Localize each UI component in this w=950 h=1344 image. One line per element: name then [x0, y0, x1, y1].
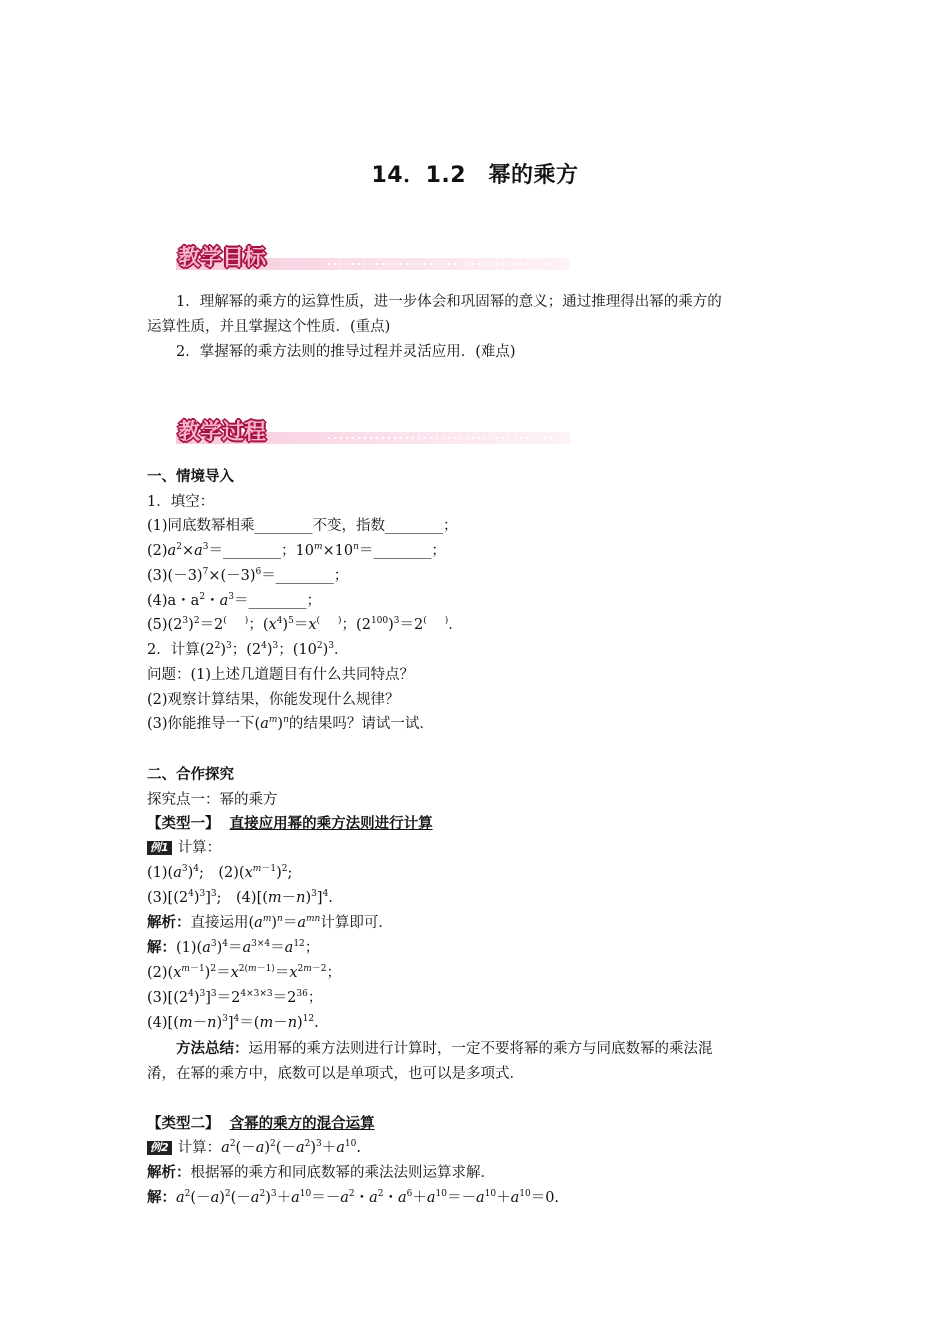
goal-1-line-2: 运算性质，并且掌握这个性质．(重点)	[147, 319, 391, 335]
fill-title: 1．填空：	[147, 494, 215, 510]
example-2-badge: 例2	[147, 1141, 172, 1155]
q3-prefix: (3)(－3)	[147, 568, 203, 584]
q3-tail: ＝________；	[261, 568, 349, 584]
analysis-2	[147, 1161, 807, 1185]
question-2: $(2)a^2\times a^3=\_\_\_\_\_\_\_\_$；$10^m\times 10^n=\_\_\_\_\_\_\_\_$；	[147, 542, 446, 559]
goal-1-line-1: 1．理解幂的乘方的运算性质，进一步体会和巩固幂的意义；通过推理得出幂的乘方的	[176, 294, 722, 310]
explore-point: 探究点一：幂的乘方	[147, 792, 278, 808]
analysis-1-text: 直接运用	[190, 915, 249, 931]
example-1-badge: 例1	[147, 841, 172, 855]
analysis-1-tail: 计算即可．	[320, 915, 393, 931]
solution-1-line-4: $(4)[(m-n)^3]^4=(m-n)^{12}$.	[147, 1014, 319, 1031]
banner-dots	[326, 263, 556, 265]
type-1-bracket: 【类型一】	[147, 816, 220, 832]
question-3: $(3)(-3)^7\times(-3)^6=\_\_\_\_\_\_\_\_$；	[147, 567, 349, 584]
analysis-label: 解析：	[147, 915, 191, 931]
question-sub-2: (2)观察计算结果，你能发现什么规律？	[147, 692, 400, 708]
question-1: (1)同底数幂相乘________不变，指数________；	[147, 518, 458, 534]
banner-label: 教学过程	[178, 420, 267, 445]
banner-label: 教学目标	[178, 246, 267, 271]
section-banner-goals	[176, 238, 570, 274]
solution-label: 解：	[147, 1190, 176, 1206]
type-2-title: 含幂的乘方的混合运算	[229, 1116, 375, 1132]
example-1-items-a: $(1)(a^3)^4$; $(2)(x^{m-1})^2$;	[147, 864, 293, 881]
type-2-heading	[147, 1112, 807, 1136]
question-sub-3: (3)你能推导一下$(a^m)^n$的结果吗？请试一试．	[147, 715, 434, 732]
summary-line-1	[176, 1037, 713, 1061]
analysis-1: 解析：直接运用$(a^m)^n=a^{mn}$计算即可．	[147, 914, 393, 931]
section-banner-process	[176, 412, 570, 448]
example-1-line	[147, 836, 807, 860]
example-2-line: 例2 计算：$a^2(-a)^2(-a^2)^3+a^{10}$.	[147, 1136, 807, 1160]
q2-mid: ＝________；10	[208, 543, 314, 559]
q4-prefix: (4)a・a	[147, 593, 200, 609]
analysis-label: 解析：	[147, 1165, 191, 1181]
solution-1-line-2: $(2)(x^{m-1})^2=x^{2(m-1)}=x^{2m-2}$；	[147, 964, 342, 981]
summary-line-2: 淆，在幂的乘方中，底数可以是单项式，也可以是多项式．	[147, 1066, 524, 1082]
banner-dots	[326, 437, 556, 439]
summary-label: 方法总结：	[176, 1041, 249, 1057]
q-sub3-prefix: (3)你能推导一下(	[147, 716, 261, 732]
example-1-label: 计算：	[177, 840, 222, 856]
q5-prefix: (5)(2	[147, 617, 183, 633]
question-5: $(5)(2^3)^2=2^{( )}$；$(x^4)^5=x^{( )}$；$(2^{100})^3=2^{( )}$．	[147, 616, 463, 633]
part2-heading: 二、合作探究	[147, 767, 234, 783]
q-sub3-tail: 的结果吗？请试一试．	[288, 716, 434, 732]
calc-task: 2．计算$(2^2)^3$；$(2^4)^3$；$(10^2)^3$．	[147, 641, 349, 658]
solution-1-line-1: 解：$(1)(a^3)^4=a^{3\times 4}=a^{12}$；	[147, 939, 320, 956]
q2-prefix: (2)	[147, 543, 168, 559]
question-4: (4)a・$a^2$・$a^3=\_\_\_\_\_\_\_\_$；	[147, 592, 321, 609]
page-title: 14．1.2 幂的乘方	[371, 163, 579, 188]
example-2-label: 计算：	[177, 1140, 222, 1156]
part1-heading: 一、情境导入	[147, 469, 234, 485]
question-head: 问题：(1)上述几道题目有什么共同特点？	[147, 667, 415, 683]
calc-prefix: 2．计算(2	[147, 642, 215, 658]
type-2-bracket: 【类型二】	[147, 1116, 220, 1132]
solution-label: 解：	[147, 940, 176, 956]
q2-tail: ＝________；	[358, 543, 446, 559]
type-1-heading	[147, 812, 807, 836]
solution-1-line-3: $(3)[(2^4)^3]^3=2^{4\times 3\times 3}=2^{36}$；	[147, 989, 323, 1006]
type-1-title: 直接应用幂的乘方法则进行计算	[229, 816, 433, 832]
example-1-items-b: $(3)[(2^4)^3]^3$; $(4)[(m-n)^3]^4$.	[147, 889, 333, 906]
goal-2: 2．掌握幂的乘方法则的推导过程并灵活应用．(难点)	[176, 344, 516, 360]
summary-text-1: 运用幂的乘方法则进行计算时，一定不要将幂的乘方与同底数幂的乘法混	[248, 1041, 713, 1057]
q4-tail: ＝________；	[233, 593, 321, 609]
analysis-2-text: 根据幂的乘方和同底数幂的乘法法则运算求解．	[190, 1165, 495, 1181]
solution-2: 解：$a^2(-a)^2(-a^2)^3+a^{10}=-a^2$・$a^2$・$a^6+a^{10}=-a^{10}+a^{10}=0$.	[147, 1189, 560, 1206]
